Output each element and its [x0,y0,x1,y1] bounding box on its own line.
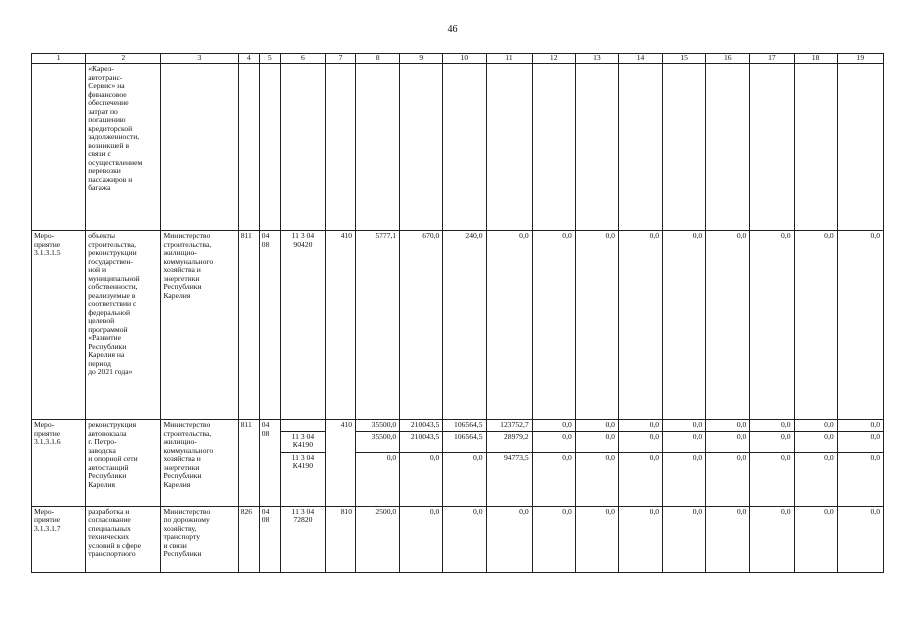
value-cell: 0,0 [618,231,662,420]
value-cell: 0,0 [750,420,794,432]
value-cell: 0,0 [706,431,750,452]
csr-cell: 11 3 04 К4190 [280,452,325,506]
value-cell: 94773,5 [486,452,532,506]
table-row-continuation [32,64,884,231]
value-cell: 0,0 [443,452,486,506]
header-cell: 14 [618,54,662,64]
value-cell: 0,0 [663,452,706,506]
value-cell: 0,0 [400,452,443,506]
value-cell: 0,0 [575,431,618,452]
value-cell: 0,0 [618,506,662,572]
value-cell: 240,0 [443,231,486,420]
value-cell: 0,0 [750,506,794,572]
value-cell: 0,0 [443,506,486,572]
value-cell: 28979,2 [486,431,532,452]
table-row-3-1-3-1-7 [32,506,884,572]
header-cell: 16 [706,54,750,64]
header-cell: 6 [280,54,325,64]
value-cell: 0,0 [837,452,883,506]
value-cell: 0,0 [794,420,837,432]
header-cell: 5 [259,54,280,64]
label-cell: Меро- приятие 3.1.3.1.7 [32,506,86,572]
label-cell: Меро- приятие 3.1.3.1.6 [32,420,86,507]
value-cell: 0,0 [532,420,575,432]
name-cell: «Карел- автотранс- Сервис» на финансовое обеспечение затрат по погашению кредиторской задолженности, возникшей в связи с осуществлением перевозки пассажиров и багажа [86,64,161,231]
name-cell: объекты строительства, реконструкции государствен- ной и муниципальной собственности, реализуемые в соответствии с федеральной целевой программой «Развитие Республики Карелия на период до 2021 года» [86,231,161,420]
value-cell: 0,0 [750,231,794,420]
executor-cell: Министерство строительства, жилищно- коммунального хозяйства и энергетики Республики Карелия [161,420,238,507]
header-cell: 4 [238,54,259,64]
rzpr-cell: 04 08 [259,231,280,420]
value-cell: 0,0 [794,506,837,572]
value-cell: 0,0 [532,431,575,452]
csr-cell [280,420,325,432]
table-row-3-1-3-1-5 [32,231,884,420]
value-cell: 0,0 [618,431,662,452]
header-cell: 1 [32,54,86,64]
header-row [32,54,884,64]
header-cell: 9 [400,54,443,64]
value-cell: 210043,5 [400,420,443,432]
value-cell: 0,0 [663,506,706,572]
value-cell: 0,0 [400,506,443,572]
value-cell: 5777,1 [356,231,400,420]
value-cell: 0,0 [706,506,750,572]
value-cell: 0,0 [706,452,750,506]
executor-cell: Министерство по дорожному хозяйству, транспорту и связи Республики [161,506,238,572]
table-row-3-1-3-1-6-a [32,420,884,432]
header-cell: 13 [575,54,618,64]
value-cell: 0,0 [575,420,618,432]
header-cell: 3 [161,54,238,64]
value-cell: 0,0 [486,231,532,420]
header-cell: 12 [532,54,575,64]
header-cell: 10 [443,54,486,64]
value-cell: 0,0 [618,452,662,506]
value-cell: 0,0 [575,452,618,506]
header-cell: 18 [794,54,837,64]
vr-cell: 410 [325,231,355,420]
csr-cell: 11 3 04 90420 [280,231,325,420]
value-cell: 0,0 [837,420,883,432]
label-cell [32,64,86,231]
header-cell: 11 [486,54,532,64]
value-cell: 0,0 [486,506,532,572]
value-cell: 0,0 [750,431,794,452]
header-cell: 15 [663,54,706,64]
value-cell: 35500,0 [356,431,400,452]
csr-cell: 11 3 04 72820 [280,506,325,572]
vr-cell: 810 [325,506,355,572]
value-cell: 0,0 [532,452,575,506]
grbs-cell: 811 [238,231,259,420]
header-cell: 7 [325,54,355,64]
value-cell: 0,0 [794,452,837,506]
rzpr-cell: 04 08 [259,506,280,572]
rzpr-cell: 04 08 [259,420,280,507]
header-cell: 17 [750,54,794,64]
value-cell: 0,0 [750,452,794,506]
value-cell: 106564,5 [443,420,486,432]
executor-cell: Министерство строительства, жилищно- коммунального хозяйства и энергетики Республики Карелия [161,231,238,420]
header-cell: 19 [837,54,883,64]
csr-cell: 11 3 04 К4190 [280,431,325,452]
name-cell: реконструкция автовокзала г. Петро- заводска и опорной сети автостанций Республики Карелия [86,420,161,507]
value-cell: 0,0 [837,431,883,452]
value-cell: 0,0 [706,231,750,420]
value-cell: 0,0 [663,420,706,432]
value-cell: 0,0 [532,506,575,572]
value-cell: 0,0 [706,420,750,432]
label-cell: Меро- приятие 3.1.3.1.5 [32,231,86,420]
value-cell: 0,0 [356,452,400,506]
value-cell: 0,0 [618,420,662,432]
value-cell: 670,0 [400,231,443,420]
value-cell: 0,0 [575,231,618,420]
name-cell: разработка и согласование специальных технических условий в сфере транспортного [86,506,161,572]
value-cell: 0,0 [794,231,837,420]
value-cell: 0,0 [837,506,883,572]
value-cell: 0,0 [794,431,837,452]
value-cell: 123752,7 [486,420,532,432]
value-cell: 0,0 [837,231,883,420]
value-cell: 106564,5 [443,431,486,452]
vr-cell: 410 [325,420,355,507]
value-cell: 0,0 [575,506,618,572]
value-cell: 2500,0 [356,506,400,572]
value-cell: 35500,0 [356,420,400,432]
page-number: 46 [447,24,458,35]
header-cell: 8 [356,54,400,64]
header-cell: 2 [86,54,161,64]
value-cell: 0,0 [663,231,706,420]
value-cell: 0,0 [663,431,706,452]
value-cell: 210043,5 [400,431,443,452]
grbs-cell: 811 [238,420,259,507]
value-cell: 0,0 [532,231,575,420]
grbs-cell: 826 [238,506,259,572]
budget-table [31,53,884,573]
